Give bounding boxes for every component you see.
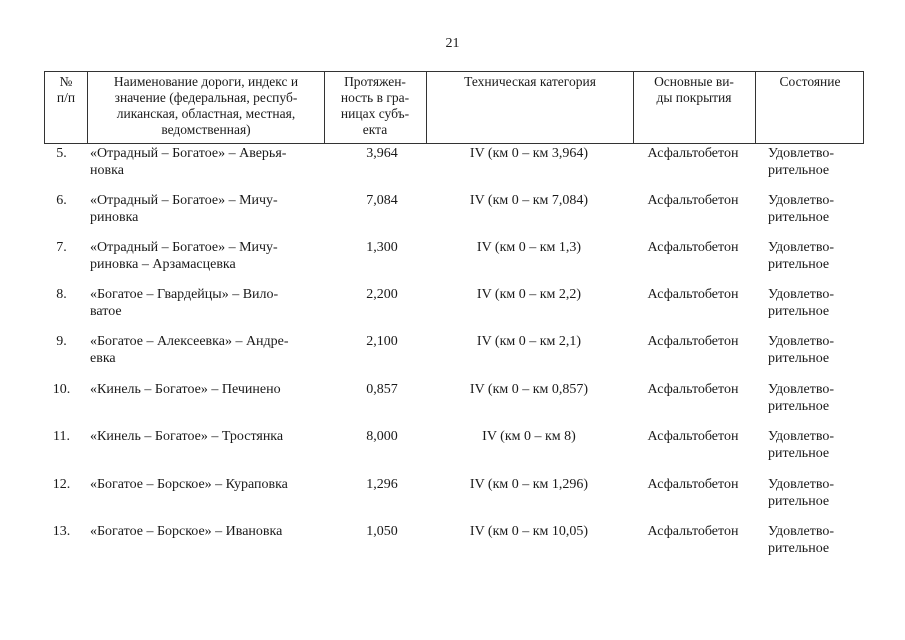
header-num: № п/п	[56, 74, 76, 105]
road-cover: Асфальтобетон	[647, 193, 739, 208]
road-length: 8,000	[366, 429, 398, 444]
road-length: 2,200	[366, 287, 398, 302]
road-cover: Асфальтобетон	[647, 146, 739, 161]
table-row	[0, 239, 905, 279]
road-cover: Асфальтобетон	[647, 334, 739, 349]
row-number: 13.	[52, 524, 71, 539]
road-name: «Богатое – Борское» – Ивановка	[90, 524, 283, 539]
road-length: 3,964	[366, 146, 398, 161]
row-number: 5.	[56, 146, 67, 161]
road-category: IV (км 0 – км 8)	[482, 429, 576, 444]
road-name: «Богатое – Борское» – Кураповка	[90, 477, 288, 492]
row-number: 10.	[52, 382, 71, 397]
road-name: «Кинель – Богатое» – Печинено	[90, 382, 281, 397]
row-number: 11.	[53, 429, 70, 444]
table-row	[0, 192, 905, 232]
header-state: Состояние	[779, 74, 841, 89]
road-category: IV (км 0 – км 1,296)	[469, 477, 589, 492]
road-category: IV (км 0 – км 10,05)	[469, 524, 589, 539]
table-row	[0, 286, 905, 326]
road-cover: Асфальтобетон	[647, 429, 739, 444]
road-state: Удовлетво- рительное	[768, 524, 834, 556]
header-road-name: Наименование дороги, индекс и значение (федеральная, респуб- ликанская, областная, местная, ведомственная)	[113, 74, 299, 137]
header-category: Техническая категория	[464, 74, 596, 89]
road-length: 1,300	[366, 240, 398, 255]
road-length: 0,857	[366, 382, 398, 397]
table-row	[0, 145, 905, 185]
road-name: «Богатое – Алексеевка» – Андре- евка	[90, 334, 289, 366]
header-length: Протяжен- ность в гра- ницах субъ- екта	[340, 74, 410, 137]
road-cover: Асфальтобетон	[647, 240, 739, 255]
road-cover: Асфальтобетон	[647, 524, 739, 539]
road-cover: Асфальтобетон	[647, 287, 739, 302]
road-state: Удовлетво- рительное	[768, 240, 834, 272]
road-state: Удовлетво- рительное	[768, 334, 834, 366]
road-state: Удовлетво- рительное	[768, 146, 834, 178]
row-number: 7.	[56, 240, 67, 255]
table-row	[0, 476, 905, 516]
road-cover: Асфальтобетон	[647, 477, 739, 492]
road-name: «Отрадный – Богатое» – Аверья- новка	[90, 146, 287, 178]
row-number: 9.	[56, 334, 67, 349]
header-cover: Основные ви- ды покрытия	[654, 74, 734, 105]
road-category: IV (км 0 – км 0,857)	[469, 382, 589, 397]
row-number: 8.	[56, 287, 67, 302]
row-number: 12.	[52, 477, 71, 492]
road-length: 2,100	[366, 334, 398, 349]
road-length: 1,296	[366, 477, 398, 492]
column-divider	[633, 72, 634, 143]
page-number: 21	[445, 36, 460, 51]
road-category: IV (км 0 – км 1,3)	[476, 240, 582, 255]
column-divider	[324, 72, 325, 143]
road-length: 1,050	[366, 524, 398, 539]
road-cover: Асфальтобетон	[647, 382, 739, 397]
road-name: «Отрадный – Богатое» – Мичу- риновка – Арзамасцевка	[90, 240, 278, 272]
column-divider	[426, 72, 427, 143]
road-state: Удовлетво- рительное	[768, 382, 834, 414]
road-category: IV (км 0 – км 2,2)	[476, 287, 582, 302]
road-category: IV (км 0 – км 2,1)	[476, 334, 582, 349]
road-name: «Кинель – Богатое» – Тростянка	[90, 429, 284, 444]
road-state: Удовлетво- рительное	[768, 287, 834, 319]
road-category: IV (км 0 – км 7,084)	[469, 193, 589, 208]
road-name: «Отрадный – Богатое» – Мичу- риновка	[90, 193, 278, 225]
table-row	[0, 523, 905, 563]
table-header	[44, 71, 864, 144]
row-number: 6.	[56, 193, 67, 208]
table-row	[0, 428, 905, 468]
table-row	[0, 381, 905, 421]
road-state: Удовлетво- рительное	[768, 193, 834, 225]
road-state: Удовлетво- рительное	[768, 477, 834, 509]
road-name: «Богатое – Гвардейцы» – Вило- ватое	[90, 287, 279, 319]
column-divider	[755, 72, 756, 143]
road-state: Удовлетво- рительное	[768, 429, 834, 461]
road-length: 7,084	[366, 193, 398, 208]
road-category: IV (км 0 – км 3,964)	[469, 146, 589, 161]
table-row	[0, 333, 905, 373]
column-divider	[87, 72, 88, 143]
